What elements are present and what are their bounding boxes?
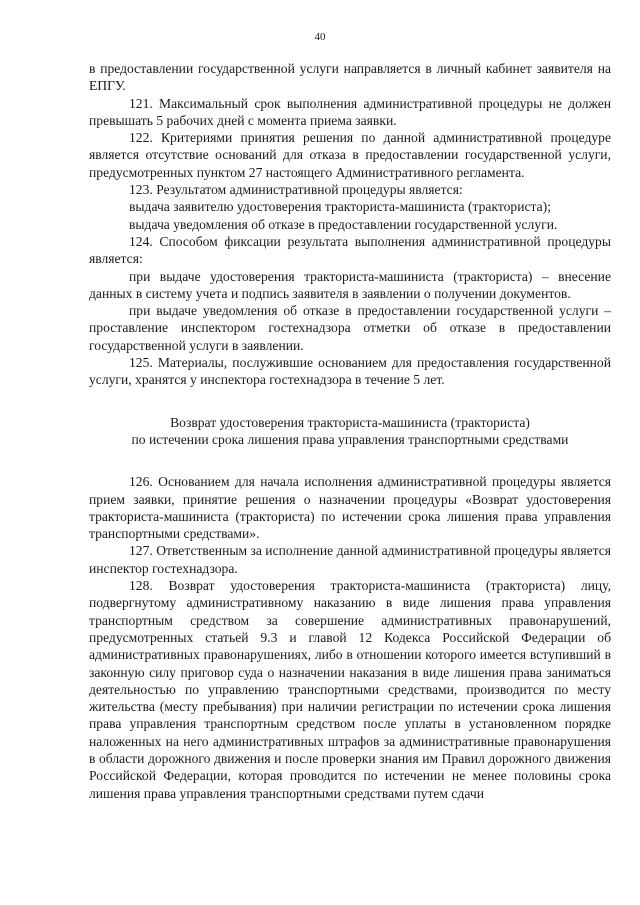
paragraph-128: 128. Возврат удостоверения тракториста-машиниста (тракториста) лицу, подвергнутому административному наказанию в виде лишения права управления транспортным средством за совершение административных правонарушений, предусмотренных статьей 9.3 и главой 12 Кодекса Российской Федерации об административных правонарушениях, либо в отношении которого имеется вступивший в законную силу приговор суда о назначении наказания в виде лишения права заниматься деятельностью по управлению транспортными средствами, производится по месту жительства (месту пребывания) при наличии регистрации по истечении срока лишения права управления транспортным средством после уплаты в установленном порядке наложенных на него административных штрафов за административные правонарушения в области дорожного движения и после проверки знания им Правил дорожного движения Российской Федерации, которая проводится по истечении не менее половины срока лишения права управления транспортными средствами путем сдачи: [89, 578, 611, 801]
paragraph-127: 127. Ответственным за исполнение данной административной процедуры является инспектор гостехнадзора.: [89, 543, 611, 576]
page-number: 40: [314, 31, 326, 43]
document-body: [89, 60, 611, 802]
paragraph-continuation: в предоставлении государственной услуги направляется в личный кабинет заявителя на ЕПГУ.: [89, 61, 611, 94]
paragraph-126: 126. Основанием для начала исполнения административной процедуры является прием заявки, принятие решения о назначении процедуры «Возврат удостоверения тракториста-машиниста (тракториста) по истечении срока лишения права управления транспортными средствами».: [89, 474, 611, 542]
paragraph-121: 121. Максимальный срок выполнения административной процедуры не должен превышать 5 рабочих дней с момента приема заявки.: [89, 95, 611, 128]
paragraph-124-item-1: при выдаче удостоверения тракториста-машиниста (тракториста) – внесение данных в систему учета и подпись заявителя в заявлении о получении документов.: [89, 268, 611, 301]
section-heading: [89, 414, 611, 449]
paragraph-123-item-1: выдача заявителю удостоверения тракториста-машиниста (тракториста);: [129, 199, 551, 215]
paragraph-124-item-2: при выдаче уведомления об отказе в предоставлении государственной услуги – проставление инспектором гостехнадзора отметки об отказе в предоставлении государственной услуги в заявлении.: [89, 303, 611, 353]
paragraph-123: 123. Результатом административной процедуры является:: [129, 182, 463, 198]
section-heading-line-2: по истечении срока лишения права управления транспортными средствами: [131, 431, 569, 447]
paragraph-122: 122. Критериями принятия решения по данной административной процедуре является отсутствие оснований для отказа в предоставлении государственной услуги, предусмотренных пунктом 27 настоящего Административного регламента.: [89, 130, 611, 180]
section-heading-line-1: Возврат удостоверения тракториста-машиниста (тракториста): [170, 414, 530, 430]
paragraph-124: 124. Способом фиксации результата выполнения административной процедуры является:: [89, 233, 611, 267]
paragraph-125: 125. Материалы, послужившие основанием для предоставления государственной услуги, хранятся у инспектора гостехнадзора в течение 5 лет.: [89, 355, 611, 388]
paragraph-123-item-2: выдача уведомления об отказе в предоставлении государственной услуги.: [129, 216, 558, 232]
